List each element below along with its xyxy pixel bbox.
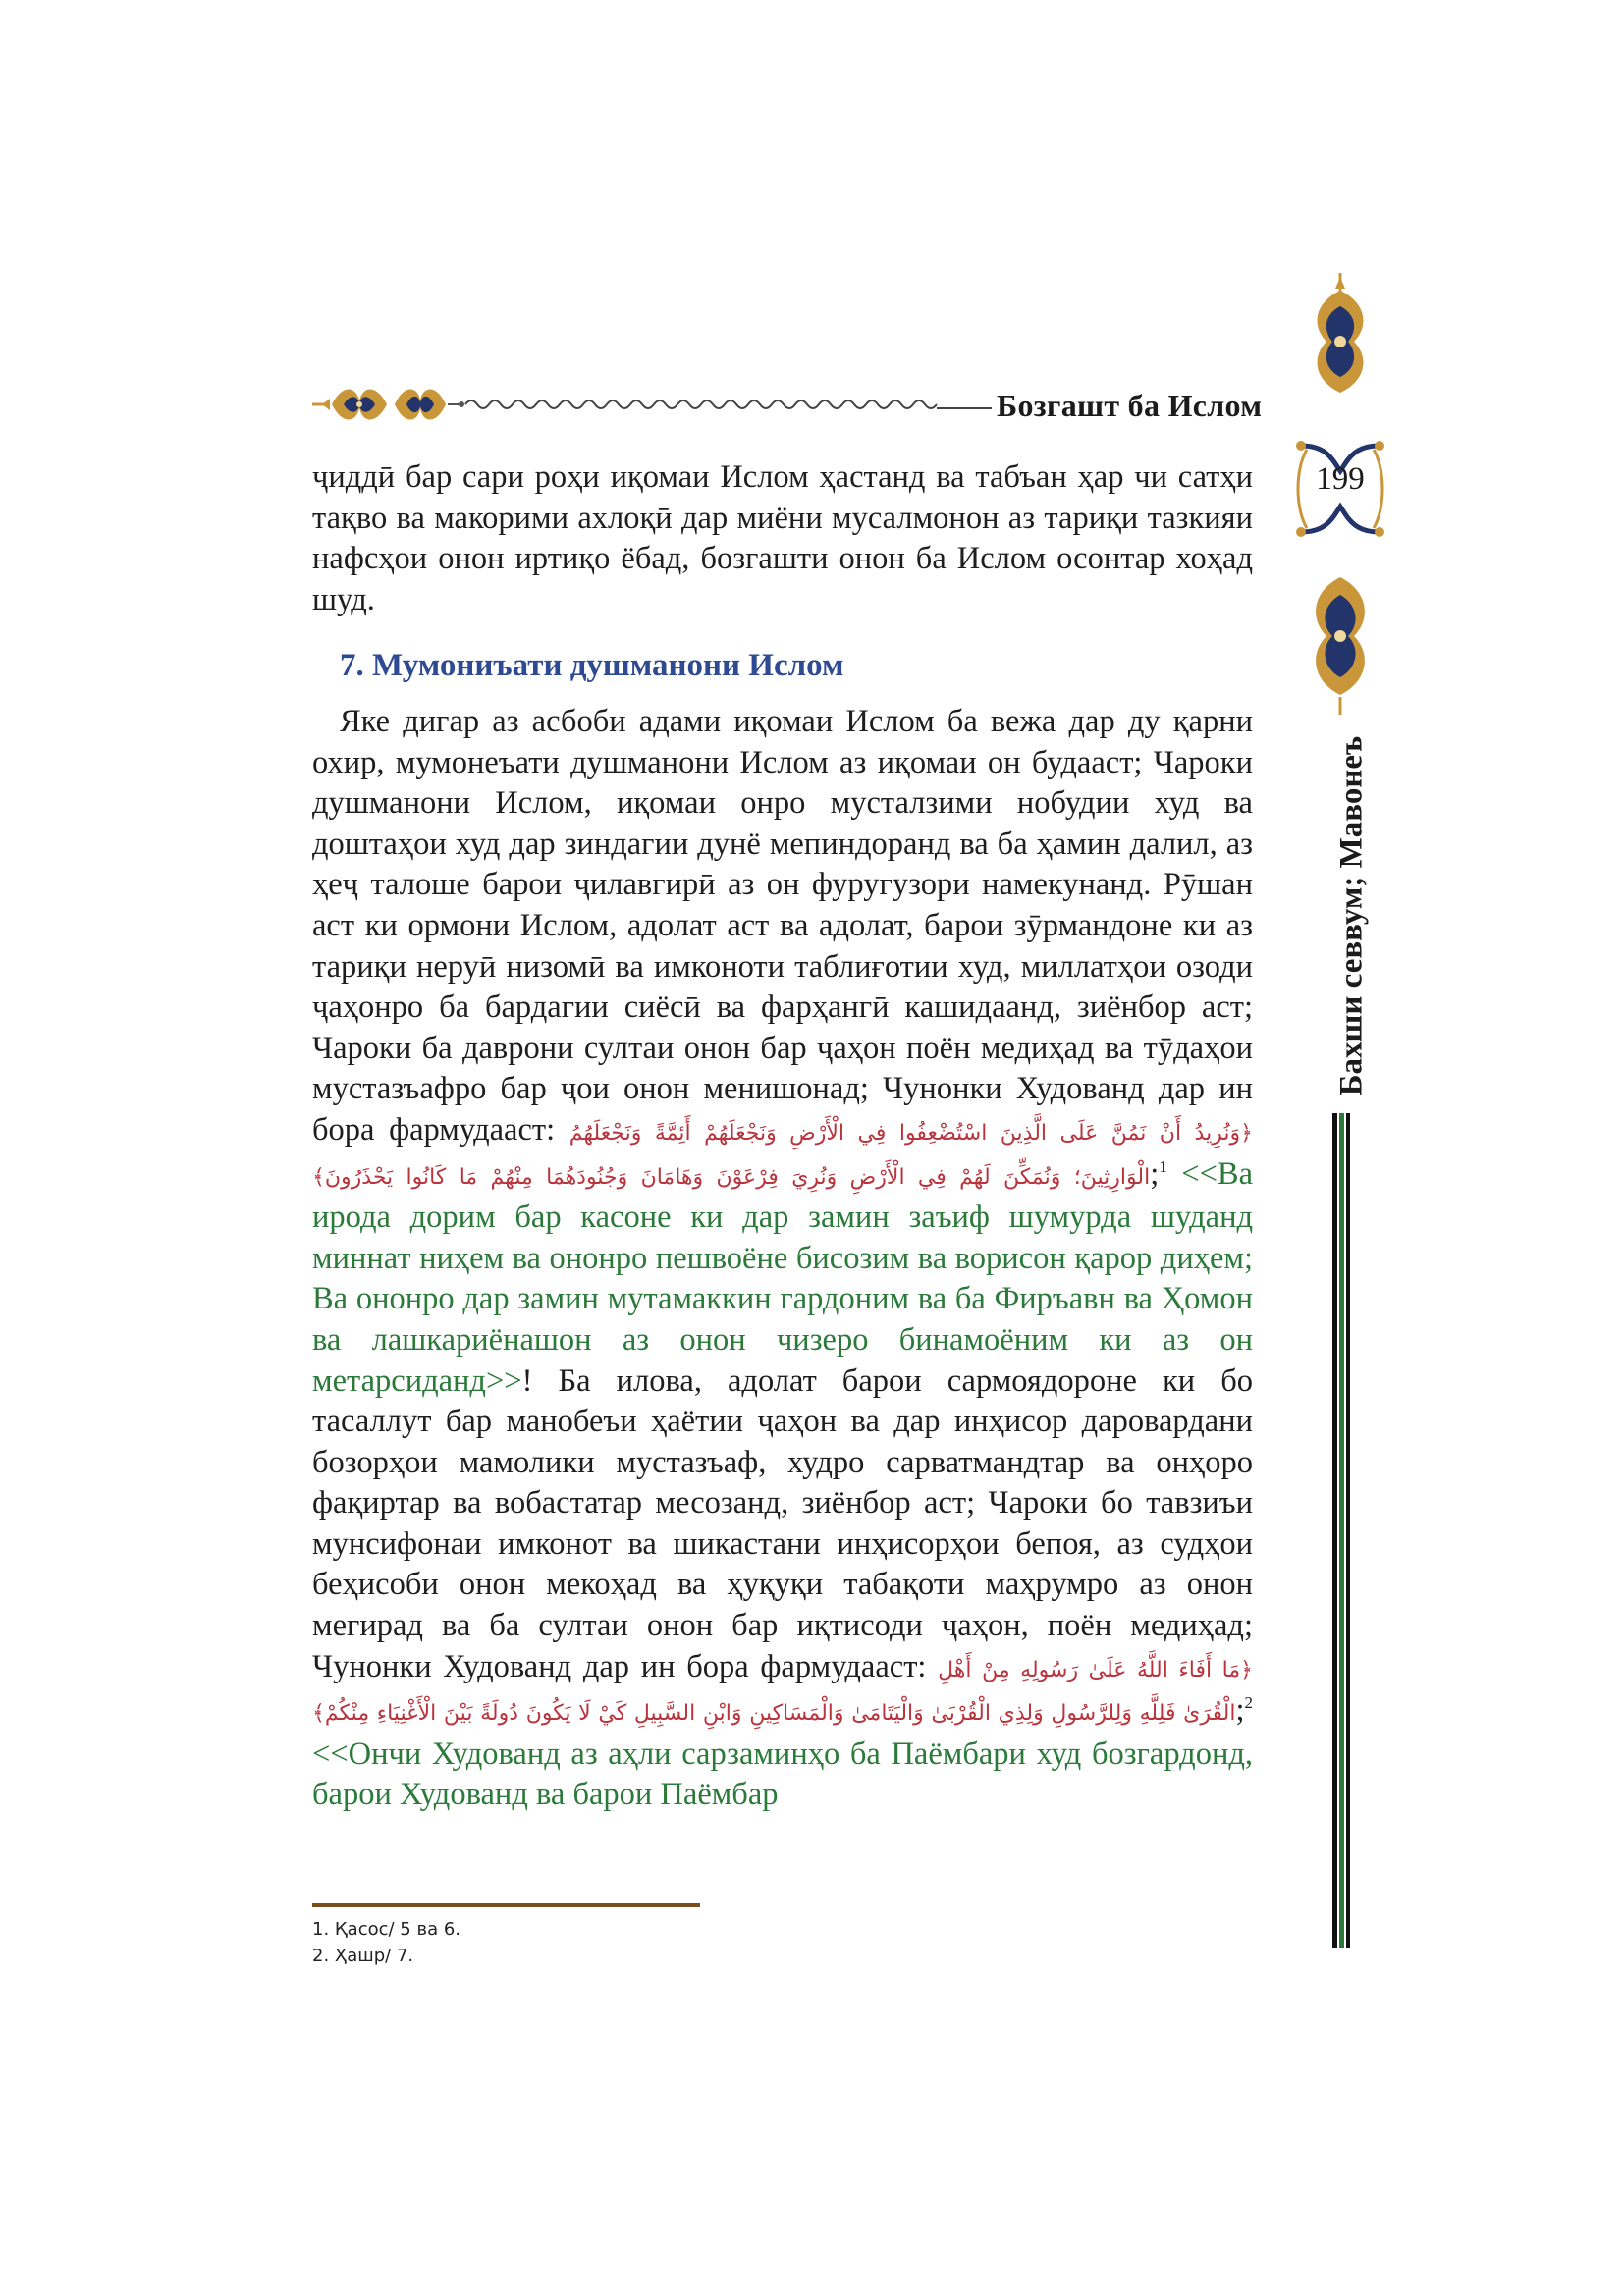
paragraph-1: Яке дигар аз асбоби адами иқомаи Ислом ба вежа дар ду қарни охир, мумонеъати душманони Ислом аз иқомаи он будааст; Чароки душманони Ислом, иқомаи онро мусталзими нобудии худ ва доштаҳои худ дар зиндагии дунё мепиндоранд ва ба ҳамин далил, аз ҳеҷ талоше барои ҷилавгирӣ аз он фуругузори намекунанд. Рӯшан аст ки ормони Ислом, адолат аст ва адолат, барои зӯрмандоне ки аз тариқи неруӣ низомӣ ва имконоти таблиғотии худ, миллатҳои озоди ҷаҳонро ба бардагии сиёсӣ ва фарҳангӣ кашидаанд, зиёнбор аст; Чароки ба даврони султаи онон бар ҷаҳон поён медиҳад ва тӯдаҳои мустазъафро бар ҷои онон менишонад; Чунонки Худованд дар ин бора фармудааст: [312, 704, 1253, 1148]
footnote-2: 2. Ҳашр/ 7. [312, 1946, 414, 1966]
intro-paragraph-block [312, 457, 1253, 620]
page-number: 199 [1316, 461, 1365, 497]
quran-verse-1: ﴿وَنُرِيدُ أَنْ نَمُنَّ عَلَى الَّذِينَ اسْتُضْعِفُوا فِي الْأَرْضِ وَنَجْعَلَهُمْ أَئِمَّةً وَنَجْعَلَهُمُ الْوَارِثِينَ؛ وَنُمَكِّنَ لَهُمْ فِي الْأَرْضِ وَنُرِيَ فِرْعَوْنَ وَهَامَانَ وَجُنُودَهُمَا مِنْهُمْ مَا كَانُوا يَحْذَرُونَ﴾ [312, 1120, 1254, 1190]
side-stripes [1332, 1113, 1352, 1948]
section-label: Бахши севвум; Мавонеъ [1333, 735, 1370, 1096]
main-paragraph [312, 702, 1253, 1816]
main-text-block [312, 702, 1253, 1816]
intro-paragraph: ҷиддӣ бар сари роҳи иқомаи Ислом ҳастанд ва табъан ҳар чи сатҳи тақво ва макорими ахлоқӣ дар миёни мусалмонон аз тариқи тазкияи нафсҳои онон иртиқо ёбад, бозгашти онон ба Ислом осонтар хоҳад шуд. [312, 459, 1253, 617]
footnote-rule [312, 1903, 700, 1907]
footnote-ref-1: 1 [1159, 1156, 1167, 1176]
section-heading: 7. Мумониъати душманони Ислом [340, 648, 844, 683]
header-ornament [312, 383, 1000, 426]
quran-1-suffix: ; [1150, 1155, 1160, 1192]
running-title: Бозгашт ба Ислом [997, 388, 1263, 423]
quran-2-suffix: ; [1235, 1692, 1245, 1729]
translation-1: <<Ва ирода дорим бар касоне ки дар замин заъиф шумурда шуданд миннат ниҳем ва ононро пешвоёне бисозим ва ворисон қарор диҳем; Ва ононро дар замин мутамаккин гардоним ва ба Фиръавн ва Ҳомон ва лашкариёнашон аз онон чизеро бинамоёним ки аз он метарсиданд>> [312, 1155, 1253, 1399]
paragraph-2: ! Ба илова, адолат барои сармоядороне ки бо тасаллут бар манобеъи ҳаётии ҷаҳон ва дар инҳисор даровардани бозорҳои мамолики мустазъаф, худро сарватмандтар ва онҳоро фақиртар ва вобастатар месозанд, зиёнбор аст; Чароки бо тавзиъи мунсифонаи имконот ва шикастани инҳисорҳои бепоя, аз судҳои беҳисоби онон мекоҳад ва ҳуқуқи табақоти маҳрумро аз онон мегирад ва ба султаи онон бар иқтисоди ҷаҳон, поён медиҳад; Чунонки Худованд дар ин бора фармудааст: [312, 1362, 1253, 1684]
translation-2: <<Ончи Худованд аз аҳли сарзаминҳо ба Паёмбари худ бозгардонд, барои Худованд ва барои Паёмбар [312, 1735, 1253, 1813]
quran-verse-2: ﴿مَا أَفَاءَ اللَّهُ عَلَىٰ رَسُولِهِ مِنْ أَهْلِ الْقُرَىٰ فَلِلَّهِ وَلِلرَّسُولِ وَلِذِي الْقُرْبَىٰ وَالْيَتَامَىٰ وَالْمَسَاكِينِ وَابْنِ السَّبِيلِ كَيْ لَا يَكُونَ دُولَةً بَيْنَ الْأَغْنِيَاءِ مِنْكُمْ﴾ [312, 1657, 1254, 1727]
footnote-ref-2: 2 [1244, 1693, 1253, 1713]
section-tab [1331, 724, 1373, 1107]
footnote-1: 1. Қасос/ 5 ва 6. [312, 1919, 461, 1940]
footnotes [312, 1916, 460, 1969]
